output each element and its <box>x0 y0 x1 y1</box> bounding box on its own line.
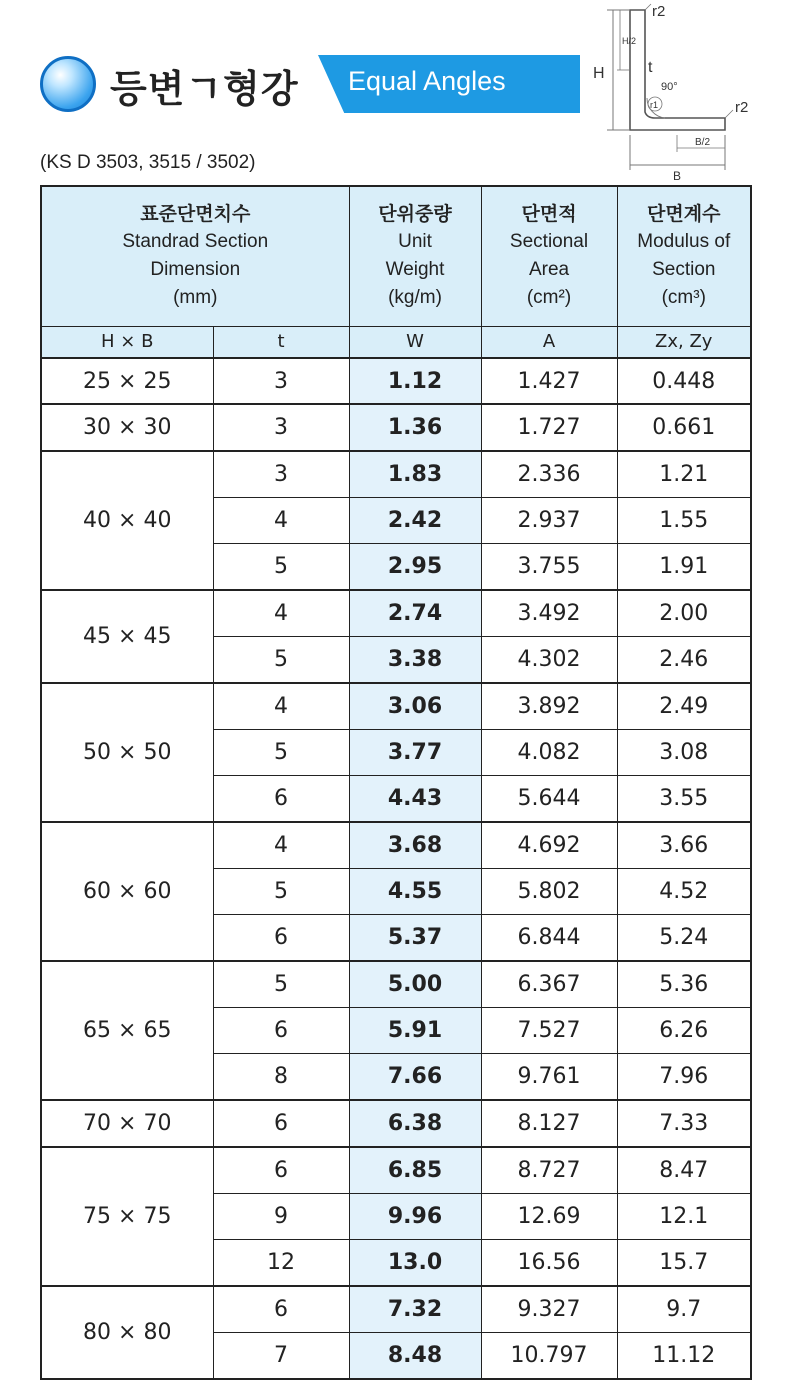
cell-area: 4.082 <box>481 729 617 775</box>
table-body <box>41 358 751 1379</box>
cell-area: 7.527 <box>481 1007 617 1053</box>
cell-modulus: 12.1 <box>617 1193 751 1239</box>
cell-thickness: 4 <box>213 822 349 868</box>
cell-weight: 5.00 <box>349 961 481 1007</box>
cell-weight: 1.12 <box>349 358 481 404</box>
equal-angles-table-wrap <box>40 185 750 1380</box>
cell-weight: 5.37 <box>349 915 481 961</box>
table-row <box>41 961 751 1007</box>
cell-size: 50 × 50 <box>41 683 213 822</box>
table-row <box>41 1147 751 1193</box>
table-row <box>41 358 751 404</box>
cell-area: 12.69 <box>481 1193 617 1239</box>
cell-weight: 2.42 <box>349 497 481 543</box>
cell-modulus: 4.52 <box>617 868 751 914</box>
table-row <box>41 1286 751 1332</box>
cell-area: 16.56 <box>481 1239 617 1285</box>
cell-thickness: 8 <box>213 1054 349 1100</box>
cell-weight: 8.48 <box>349 1332 481 1378</box>
angle-profile <box>630 10 725 130</box>
cell-thickness: 6 <box>213 1286 349 1332</box>
cell-modulus: 1.55 <box>617 497 751 543</box>
cell-modulus: 8.47 <box>617 1147 751 1193</box>
cell-weight: 1.36 <box>349 404 481 450</box>
cell-thickness: 6 <box>213 1147 349 1193</box>
cell-weight: 4.55 <box>349 868 481 914</box>
cell-area: 1.427 <box>481 358 617 404</box>
title-korean: 등변ㄱ형강 <box>110 67 299 111</box>
cell-size: 45 × 45 <box>41 590 213 683</box>
cell-thickness: 5 <box>213 544 349 590</box>
cell-weight: 6.85 <box>349 1147 481 1193</box>
cell-area: 5.802 <box>481 868 617 914</box>
standard-reference: (KS D 3503, 3515 / 3502) <box>40 152 256 173</box>
cell-thickness: 7 <box>213 1332 349 1378</box>
cell-weight: 3.06 <box>349 683 481 729</box>
cell-area: 9.327 <box>481 1286 617 1332</box>
cell-thickness: 5 <box>213 961 349 1007</box>
angle-section-diagram <box>585 0 765 185</box>
cell-weight: 5.91 <box>349 1007 481 1053</box>
cell-thickness: 4 <box>213 590 349 636</box>
title-english: Equal Angles <box>348 66 506 96</box>
header-weight: 단위중량 Unit Weight (kg/m) <box>349 186 481 326</box>
cell-thickness: 9 <box>213 1193 349 1239</box>
cell-weight: 13.0 <box>349 1239 481 1285</box>
cell-area: 2.336 <box>481 451 617 497</box>
table-row <box>41 451 751 497</box>
cell-modulus: 5.36 <box>617 961 751 1007</box>
cell-area: 4.302 <box>481 636 617 682</box>
table-row <box>41 822 751 868</box>
cell-thickness: 4 <box>213 683 349 729</box>
equal-angles-table <box>40 185 752 1380</box>
label-h: H <box>593 65 605 82</box>
cell-weight: 3.77 <box>349 729 481 775</box>
cell-weight: 6.38 <box>349 1100 481 1146</box>
cell-modulus: 3.55 <box>617 776 751 822</box>
header-area: 단면적 Sectional Area (cm²) <box>481 186 617 326</box>
table-row <box>41 683 751 729</box>
cell-area: 1.727 <box>481 404 617 450</box>
cell-size: 65 × 65 <box>41 961 213 1100</box>
subheader-t: t <box>213 326 349 358</box>
cell-area: 10.797 <box>481 1332 617 1378</box>
cell-thickness: 5 <box>213 868 349 914</box>
label-r2-right: r2 <box>735 99 749 116</box>
blue-ball-icon <box>40 56 96 112</box>
cell-thickness: 4 <box>213 497 349 543</box>
cell-thickness: 6 <box>213 1007 349 1053</box>
cell-area: 6.844 <box>481 915 617 961</box>
cell-size: 80 × 80 <box>41 1286 213 1379</box>
cell-modulus: 6.26 <box>617 1007 751 1053</box>
cell-size: 60 × 60 <box>41 822 213 961</box>
cell-thickness: 6 <box>213 776 349 822</box>
label-h-half: H/2 <box>622 36 637 46</box>
cell-area: 8.727 <box>481 1147 617 1193</box>
cell-size: 30 × 30 <box>41 404 213 450</box>
cell-modulus: 3.08 <box>617 729 751 775</box>
label-r2-top: r2 <box>652 3 666 20</box>
label-angle: 90° <box>661 81 678 93</box>
label-r1: r1 <box>650 100 659 110</box>
cell-thickness: 3 <box>213 404 349 450</box>
cell-area: 8.127 <box>481 1100 617 1146</box>
cell-modulus: 0.661 <box>617 404 751 450</box>
cell-area: 6.367 <box>481 961 617 1007</box>
cell-thickness: 3 <box>213 358 349 404</box>
cell-modulus: 5.24 <box>617 915 751 961</box>
label-b-half: B/2 <box>695 137 711 148</box>
cell-modulus: 1.21 <box>617 451 751 497</box>
cell-weight: 7.66 <box>349 1054 481 1100</box>
table-row <box>41 1100 751 1146</box>
cell-modulus: 15.7 <box>617 1239 751 1285</box>
cell-area: 4.692 <box>481 822 617 868</box>
cell-modulus: 9.7 <box>617 1286 751 1332</box>
header-modulus: 단면계수 Modulus of Section (cm³) <box>617 186 751 326</box>
cell-thickness: 6 <box>213 1100 349 1146</box>
cell-weight: 9.96 <box>349 1193 481 1239</box>
cell-weight: 3.38 <box>349 636 481 682</box>
cell-size: 70 × 70 <box>41 1100 213 1146</box>
cell-area: 3.755 <box>481 544 617 590</box>
cell-weight: 1.83 <box>349 451 481 497</box>
cell-weight: 7.32 <box>349 1286 481 1332</box>
cell-thickness: 6 <box>213 915 349 961</box>
cell-size: 75 × 75 <box>41 1147 213 1286</box>
table-row <box>41 590 751 636</box>
cell-modulus: 7.96 <box>617 1054 751 1100</box>
cell-weight: 3.68 <box>349 822 481 868</box>
cell-thickness: 3 <box>213 451 349 497</box>
cell-modulus: 11.12 <box>617 1332 751 1378</box>
cell-thickness: 5 <box>213 636 349 682</box>
cell-modulus: 0.448 <box>617 358 751 404</box>
cell-size: 25 × 25 <box>41 358 213 404</box>
subheader-hxb: H × B <box>41 326 213 358</box>
cell-size: 40 × 40 <box>41 451 213 590</box>
cell-weight: 4.43 <box>349 776 481 822</box>
cell-area: 9.761 <box>481 1054 617 1100</box>
cell-modulus: 2.46 <box>617 636 751 682</box>
cell-modulus: 2.49 <box>617 683 751 729</box>
cell-modulus: 7.33 <box>617 1100 751 1146</box>
cell-thickness: 12 <box>213 1239 349 1285</box>
cell-modulus: 2.00 <box>617 590 751 636</box>
cell-modulus: 3.66 <box>617 822 751 868</box>
page-header <box>0 0 800 185</box>
cell-area: 5.644 <box>481 776 617 822</box>
label-t: t <box>648 59 653 76</box>
cell-weight: 2.95 <box>349 544 481 590</box>
table-row <box>41 404 751 450</box>
cell-weight: 2.74 <box>349 590 481 636</box>
cell-modulus: 1.91 <box>617 544 751 590</box>
cell-area: 3.492 <box>481 590 617 636</box>
subheader-z: Zx, Zy <box>617 326 751 358</box>
cell-area: 3.892 <box>481 683 617 729</box>
header-dimension: 표준단면치수 Standrad Section Dimension (mm) <box>41 186 349 326</box>
subheader-a: A <box>481 326 617 358</box>
subheader-w: W <box>349 326 481 358</box>
cell-thickness: 5 <box>213 729 349 775</box>
label-b: B <box>673 169 682 183</box>
cell-area: 2.937 <box>481 497 617 543</box>
